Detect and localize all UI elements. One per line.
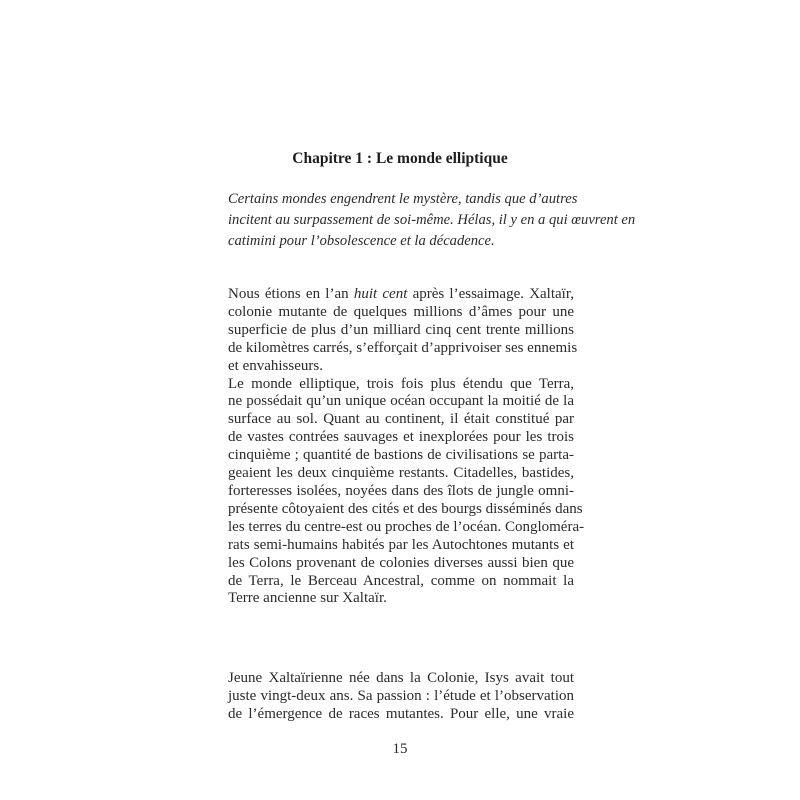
text-line: et envahisseurs. bbox=[228, 357, 323, 374]
text-line: Terre ancienne sur Xaltaïr. bbox=[228, 590, 387, 607]
text-line: présente côtoyaient des cités et des bourgs disséminés dans bbox=[228, 500, 583, 517]
chapter-title: Chapitre 1 : Le monde elliptique bbox=[292, 150, 508, 167]
text-line: juste vingt-deux ans. Sa passion : l’étude et l’observation bbox=[228, 687, 574, 704]
italic-text: huit cent bbox=[353, 286, 408, 302]
paragraph-2 bbox=[228, 670, 574, 724]
text-line: de vastes contrées sauvages et inexplorées pour les trois bbox=[228, 429, 574, 446]
epigraph-line: Certains mondes engendrent le mystère, tandis que d’autres bbox=[228, 191, 578, 207]
text-line: geaient les deux cinquième restants. Citadelles, bastides, bbox=[228, 465, 574, 482]
text-line: cinquième ; quantité de bastions de civilisations se parta- bbox=[228, 447, 574, 464]
text-segment: Nous étions en l’an bbox=[228, 286, 354, 302]
paragraph-1 bbox=[228, 286, 585, 608]
epigraph-line: incitent au surpassement de soi-même. Hélas, il y en a qui œuvrent en bbox=[228, 212, 636, 228]
text-line: rats semi-humains habités par les Autochtones mutants et bbox=[228, 536, 574, 553]
text-line: Jeune Xaltaïrienne née dans la Colonie, Isys avait tout bbox=[228, 670, 574, 686]
text-line: les terres du centre-est ou proches de l’océan. Congloméra- bbox=[228, 518, 585, 535]
text-line: ne possédait qu’un unique océan occupant la moitié de la bbox=[228, 393, 574, 410]
text-line: de l’émergence de races mutantes. Pour elle, une vraie bbox=[228, 705, 574, 722]
text-line: de kilomètres carrés, s’efforçait d’apprivoiser ses ennemis bbox=[228, 339, 578, 356]
epigraph-line: catimini pour l’obsolescence et la décadence. bbox=[228, 233, 495, 249]
text-line: surface au sol. Quant au continent, il était constitué par bbox=[228, 411, 574, 428]
text-line: de Terra, le Berceau Ancestral, comme on nommait la bbox=[228, 572, 574, 589]
text-segment: après l’essaimage. Xaltaïr, bbox=[407, 286, 574, 302]
text-line bbox=[228, 286, 574, 304]
text-line: les Colons provenant de colonies diverses aussi bien que bbox=[228, 554, 574, 571]
page-number: 15 bbox=[392, 741, 408, 757]
text-line: Le monde elliptique, trois fois plus étendu que Terra, bbox=[228, 375, 574, 392]
text-line: forteresses isolées, noyées dans des îlots de jungle omni- bbox=[228, 482, 574, 499]
text-line: colonie mutante de quelques millions d’âmes pour une bbox=[228, 303, 574, 320]
text-line: superficie de plus d’un milliard cinq cent trente millions bbox=[228, 321, 574, 338]
epigraph bbox=[228, 189, 636, 252]
